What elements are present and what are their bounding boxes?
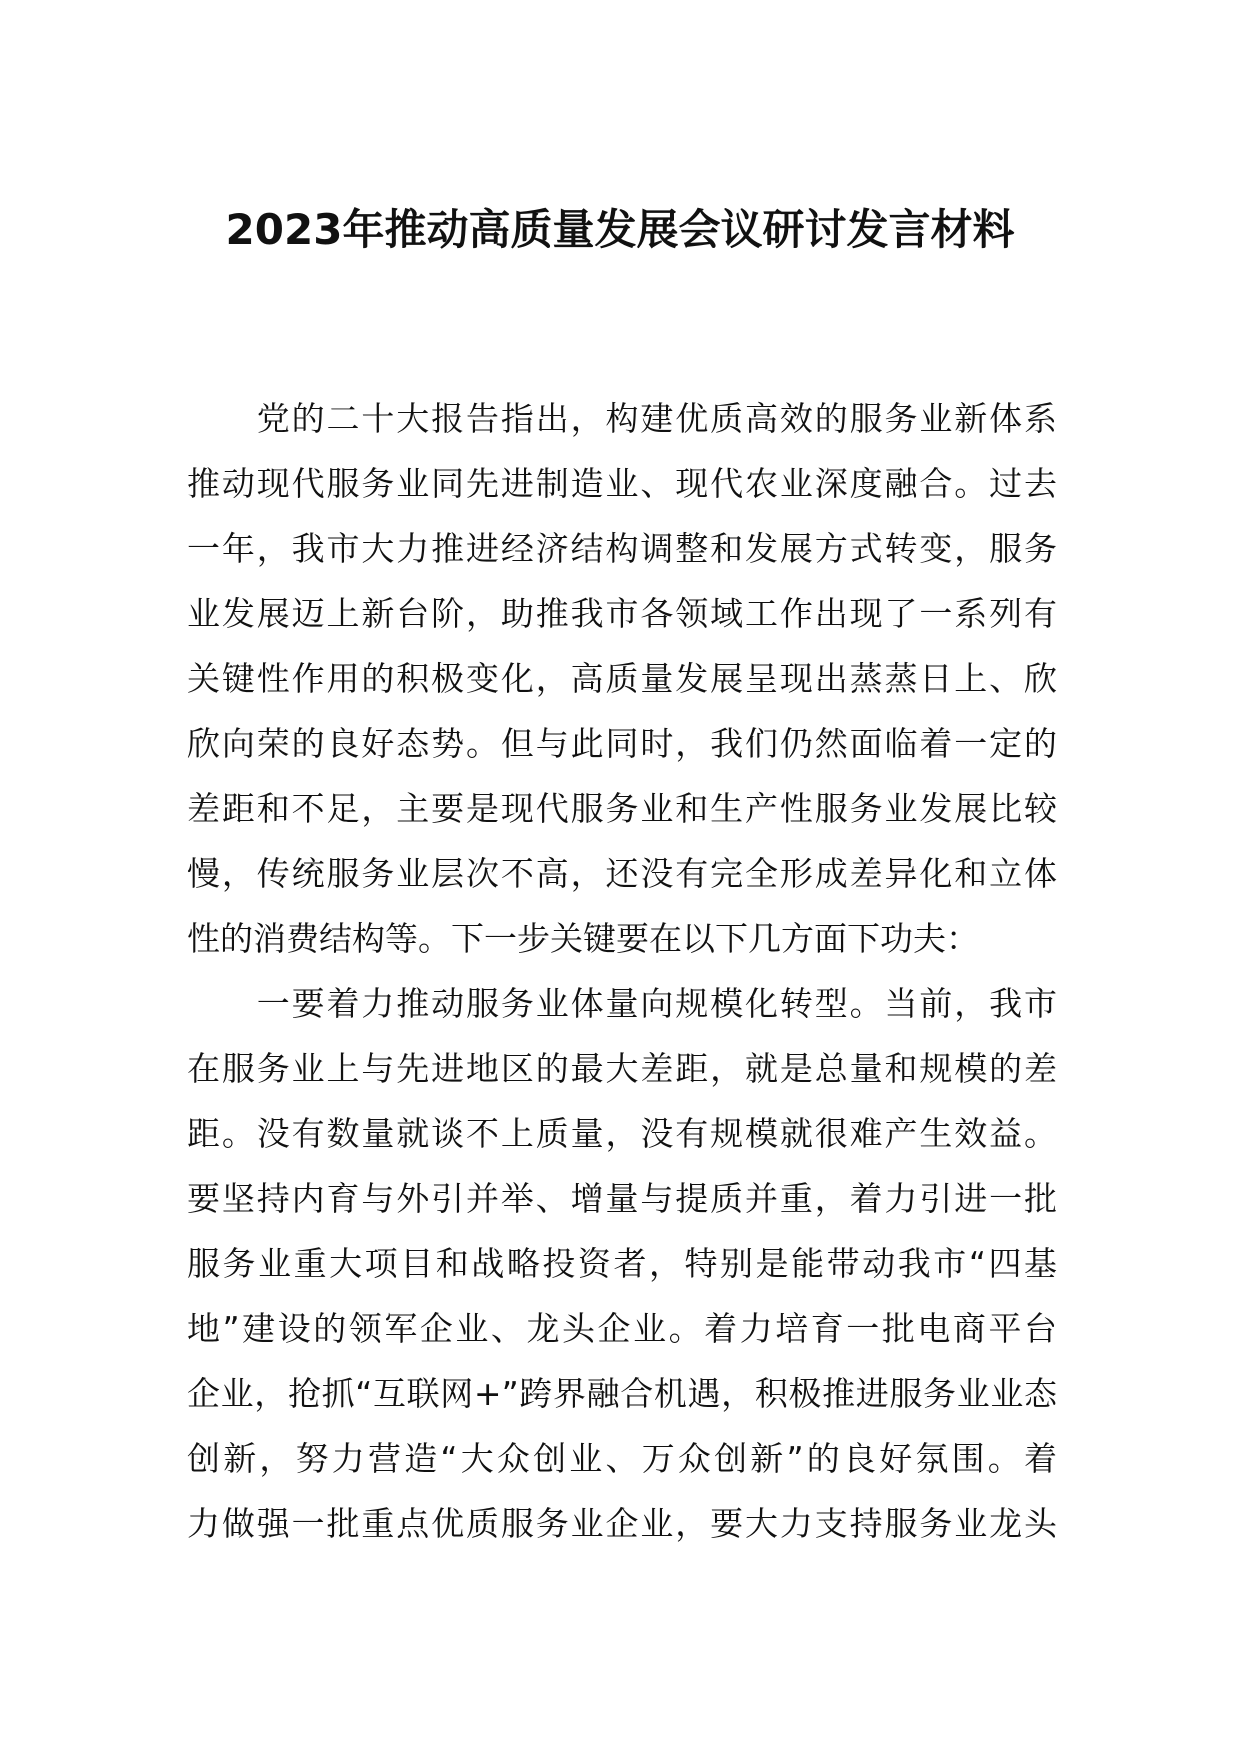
paragraph-line: 推动现代服务业同先进制造业、现代农业深度融合。过去 (187, 464, 1057, 503)
paragraph-line: 一要着力推动服务业体量向规模化转型。当前，我市 (187, 984, 1057, 1023)
paragraph-line: 关键性作用的积极变化，高质量发展呈现出蒸蒸日上、欣 (187, 659, 1057, 698)
paragraph-line: 地”建设的领军企业、龙头企业。着力培育一批电商平台 (187, 1309, 1057, 1348)
paragraph-line: 欣向荣的良好态势。但与此同时，我们仍然面临着一定的 (187, 724, 1057, 763)
paragraph-line: 要坚持内育与外引并举、增量与提质并重，着力引进一批 (187, 1179, 1057, 1218)
paragraph-line: 差距和不足，主要是现代服务业和生产性服务业发展比较 (187, 789, 1057, 828)
paragraph-line: 力做强一批重点优质服务业企业，要大力支持服务业龙头 (187, 1504, 1057, 1543)
paragraph-line: 性的消费结构等。下一步关键要在以下几方面下功夫： (187, 919, 979, 958)
document-body (187, 386, 1057, 1556)
paragraph-line: 企业，抢抓“互联网+”跨界融合机遇，积极推进服务业业态 (187, 1374, 1057, 1413)
paragraph-line: 慢，传统服务业层次不高，还没有完全形成差异化和立体 (187, 854, 1057, 893)
paragraph-line: 创新，努力营造“大众创业、万众创新”的良好氛围。着 (187, 1439, 1057, 1478)
paragraph-line: 党的二十大报告指出，构建优质高效的服务业新体系 (187, 399, 1057, 438)
paragraph-line: 业发展迈上新台阶，助推我市各领域工作出现了一系列有 (187, 594, 1057, 633)
paragraph-line: 在服务业上与先进地区的最大差距，就是总量和规模的差 (187, 1049, 1057, 1088)
paragraph-line: 距。没有数量就谈不上质量，没有规模就很难产生效益。 (187, 1114, 1057, 1153)
paragraph-line: 一年，我市大力推进经济结构调整和发展方式转变，服务 (187, 529, 1057, 568)
document-title: 2023年推动高质量发展会议研讨发言材料 (225, 205, 1015, 254)
paragraph-line: 服务业重大项目和战略投资者，特别是能带动我市“四基 (187, 1244, 1057, 1283)
